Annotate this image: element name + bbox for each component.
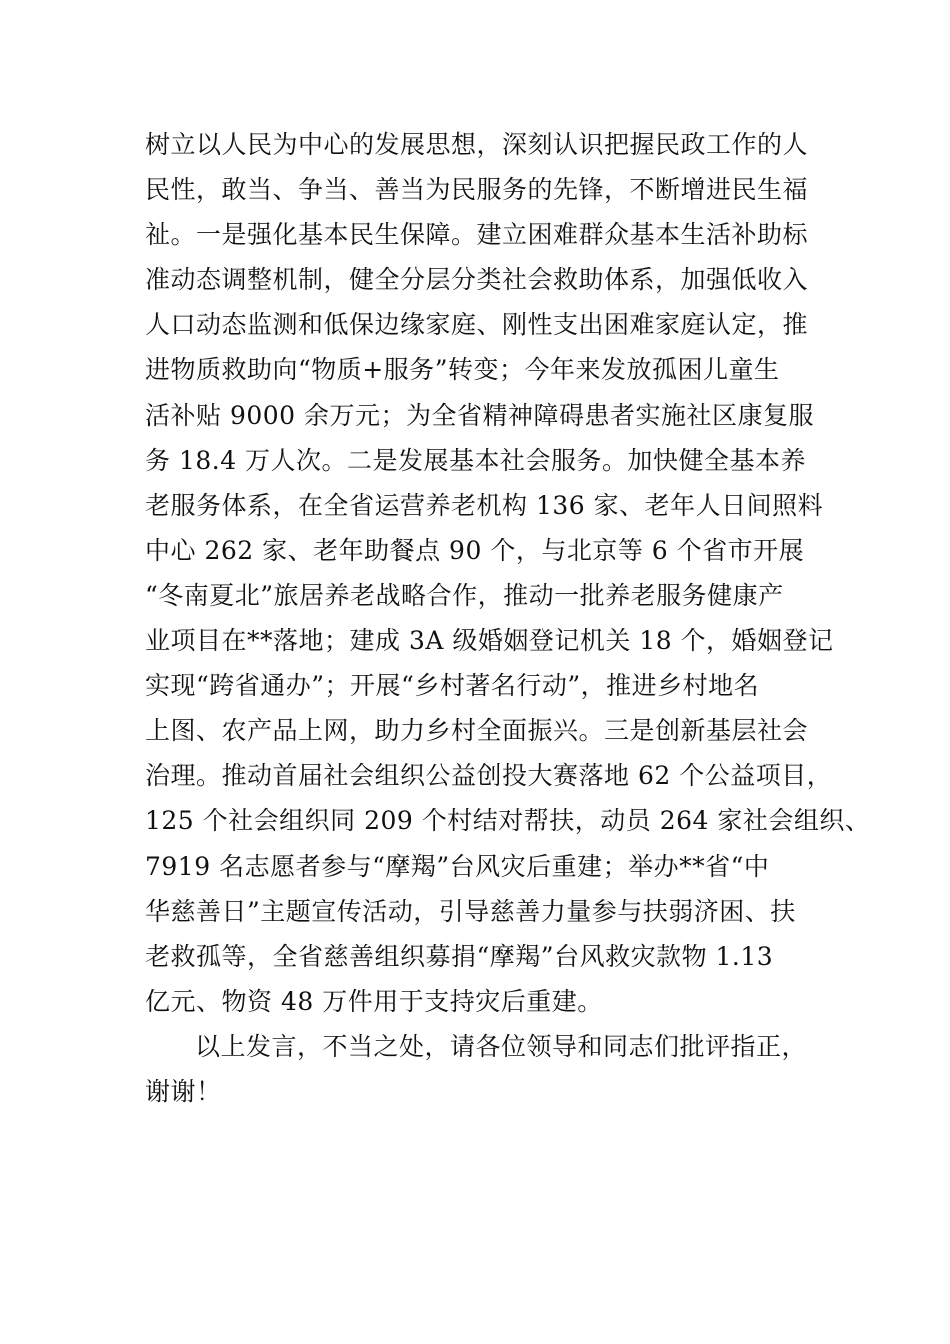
- text-line: 活补贴 9000 余万元；为全省精神障碍患者实施社区康复服: [145, 400, 815, 430]
- text-line: 上图、农产品上网，助力乡村全面振兴。三是创新基层社会: [145, 716, 809, 746]
- text-line: 业项目在**落地；建成 3A 级婚姻登记机关 18 个，婚姻登记: [145, 626, 834, 656]
- paragraph-closing: [145, 1024, 825, 1114]
- text-line: 准动态调整机制，健全分层分类社会救助体系，加强低收入: [145, 265, 809, 295]
- text-line: 以上发言，不当之处，请各位领导和同志们批评指正，: [195, 1031, 808, 1061]
- text-line: 民性，敢当、争当、善当为民服务的先锋，不断增进民生福: [145, 175, 809, 205]
- text-line: 进物质救助向“物质+服务”转变；今年来发放孤困儿童生: [145, 355, 780, 385]
- document-body: [145, 122, 871, 1114]
- text-line: 谢谢！: [145, 1076, 222, 1106]
- text-line: 老服务体系，在全省运营养老机构 136 家、老年人日间照料: [145, 490, 824, 520]
- text-line: 亿元、物资 48 万件用于支持灾后重建。: [145, 986, 603, 1016]
- text-line: 125 个社会组织同 209 个村结对帮扶，动员 264 家社会组织、: [145, 806, 871, 836]
- text-line: 人口动态监测和低保边缘家庭、刚性支出困难家庭认定，推: [145, 310, 809, 340]
- paragraph-main: [145, 122, 871, 1024]
- text-line: 华慈善日”主题宣传活动，引导慈善力量参与扶弱济困、扶: [145, 896, 796, 926]
- text-line: “冬南夏北”旅居养老战略合作，推动一批养老服务健康产: [145, 580, 784, 610]
- text-line: 务 18.4 万人次。二是发展基本社会服务。加快健全基本养: [145, 445, 807, 475]
- text-line: 7919 名志愿者参与“摩羯”台风灾后重建；举办**省“中: [145, 851, 770, 881]
- text-line: 中心 262 家、老年助餐点 90 个，与北京等 6 个省市开展: [145, 535, 805, 565]
- text-line: 实现“跨省通办”；开展“乡村著名行动”，推进乡村地名: [145, 671, 760, 701]
- text-line: 治理。推动首届社会组织公益创投大赛落地 62 个公益项目，: [145, 761, 833, 791]
- text-line: 树立以人民为中心的发展思想，深刻认识把握民政工作的人: [145, 130, 809, 159]
- text-line: 老救孤等，全省慈善组织募捐“摩羯”台风救灾款物 1.13: [145, 941, 774, 971]
- text-line: 祉。一是强化基本民生保障。建立困难群众基本生活补助标: [145, 220, 809, 250]
